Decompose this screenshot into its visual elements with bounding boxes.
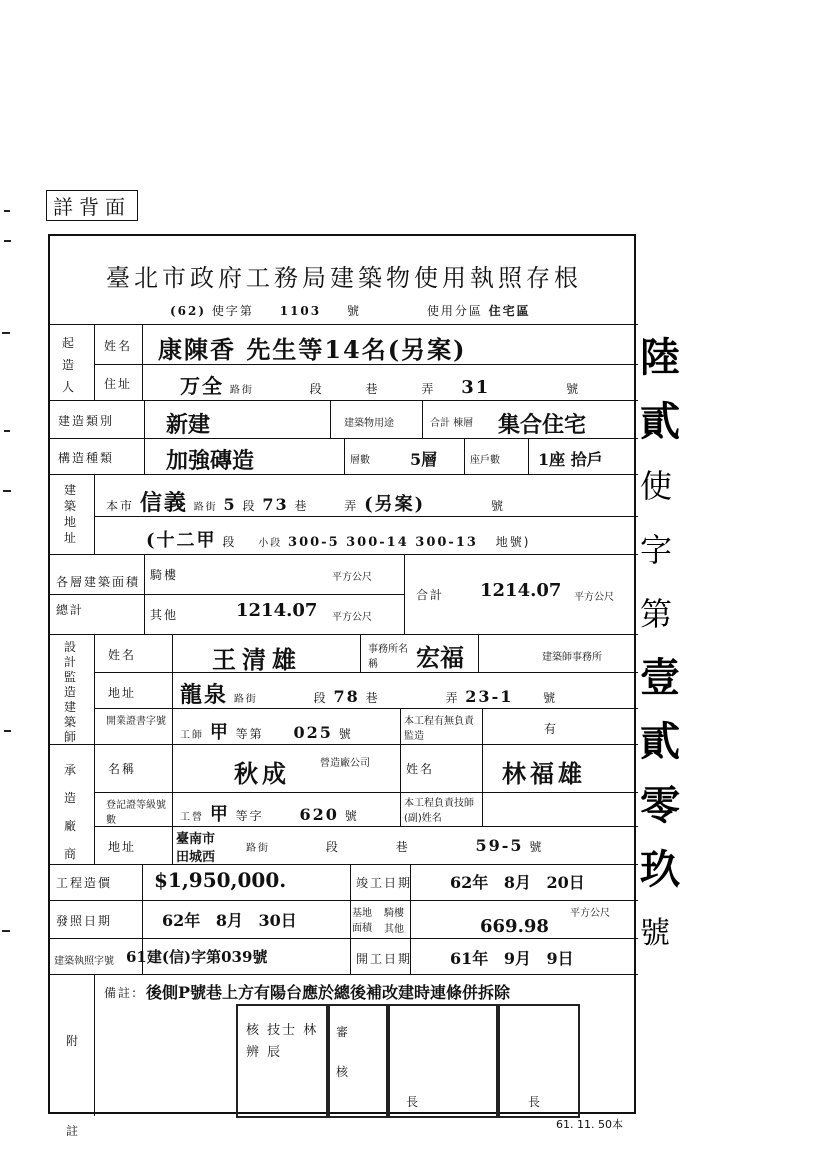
applicant-alley: 31 [461,377,491,398]
area-section-label: 各層建築面積總計 [56,575,141,617]
site-no-label: 號 [490,499,505,513]
site-lot-sec-label: 段 [222,535,237,549]
start-label: 開工日期 [356,952,413,966]
contractor-grade-label: 等字 [235,809,264,823]
permit-number: 1103 [279,304,322,318]
site-sec-label: 段 [242,499,257,513]
contractor-grade-prefix: 工營 [180,812,204,823]
contractor-addr-city: 臺南市 [176,832,216,847]
site-lot-small-label: 小段 [258,538,283,549]
units-label: 座戶數 [470,455,500,466]
use-label: 建築物用途 [344,418,394,429]
base-label: 基地面積 [352,908,372,934]
site-city: 本市 [106,499,135,513]
contractor-section-label: 承造廠商 [64,763,79,861]
architect-grade-prefix: 工師 [180,730,204,741]
applicant-alley-label: 弄 [421,382,436,396]
office-name: 宏福 [416,643,464,672]
side-char: 使 [640,467,673,505]
permit-type-label: 使字第 [211,304,254,318]
form-footer: 61. 11. 50本 [556,1118,623,1131]
applicant-road-street: 路街 [229,385,254,396]
issue-value: 62年 8月 30日 [162,911,297,930]
total-label: 合計 [416,588,445,602]
office-suffix: 建築師事務所 [542,652,602,663]
base-area: 669.98 [480,916,549,937]
site-sec: 5 [223,495,237,514]
architect-license-no: 025 [293,723,333,742]
area-total-unit: 平方公尺 [574,592,614,603]
contractor-road-label: 路街 [246,843,270,854]
units-value: 1座 拾戶 [538,450,603,469]
base-unit: 平方公尺 [570,908,610,919]
applicant-section-label: 起造人 [62,336,77,394]
stamp-4-text: 長 [528,1095,543,1109]
other-label: 其他 [150,608,179,622]
architect-lane-label: 巷 [365,691,380,705]
issue-label: 發照日期 [56,914,113,928]
use-value: 集合住宅 [498,412,587,438]
site-lot-no-label: 地號) [495,535,531,549]
cost-value: $1,950,000. [154,868,287,892]
site-lot-prefix: (十二甲 [146,530,217,551]
site-section-label: 建築地址 [64,483,79,545]
contractor-addr-label: 地址 [108,840,137,854]
tech-label: 本工程負責技師(副)姓名 [404,798,474,824]
structure-value: 加強磚造 [166,448,255,474]
architect-name-label: 姓名 [108,648,137,662]
applicant-addr-road: 万全 [180,374,224,398]
side-stamp-text [640,326,680,966]
supervise-label: 本工程有無負責監造 [404,716,474,742]
applicant-address [180,370,630,399]
left-edge-marks [0,210,14,1010]
approval-stamp-3 [386,1004,500,1118]
contractor-address [246,836,632,855]
form-title: 臺北市政府工務局建築物使用執照存根 [106,264,582,292]
build-permit-value: 61建(信)字第039號 [126,948,268,966]
area-total: 1214.07 [480,580,562,601]
use-floor: 合計 棟層 [430,418,474,429]
contractor-reg-no: 620 [299,805,339,824]
contractor-grade: 甲 [209,804,230,825]
side-char: 貳 [640,398,680,445]
site-alley-label: 弄 [344,499,359,513]
done-value: 62年 8月 20日 [450,873,585,892]
applicant-name-label: 姓名 [104,339,133,353]
architect-grade: 甲 [209,722,230,743]
arcade-label: 騎樓 [150,568,179,582]
site-road-label: 路街 [193,502,218,513]
supervise-value: 有 [544,722,559,736]
approval-stamp-4 [496,1004,580,1118]
structure-label: 構造種類 [58,451,115,465]
contractor-sec-label: 段 [325,840,340,854]
category-value: 新建 [166,412,211,438]
contractor-lane-label: 巷 [395,840,410,854]
contractor-addr-road: 田城西 [176,850,216,865]
base-arcade-label: 騎樓 [384,908,404,919]
done-label: 竣工日期 [356,876,413,890]
contractor-name-suffix: 營造廠公司 [320,758,370,769]
applicant-lane-label: 巷 [365,382,380,396]
architect-alley: 23-1 [465,687,514,706]
contractor-registration [180,800,400,826]
architect-road-label: 路街 [233,694,258,705]
site-lane: 73 [262,495,289,514]
architect-license-no-label: 號 [338,727,353,741]
architect-sec-label: 段 [313,691,328,705]
applicant-address-label: 住址 [104,377,133,391]
side-char: 第 [640,595,673,633]
contractor-name: 秋成 [234,759,290,788]
cost-label: 工程造價 [56,876,113,890]
site-line-1 [106,486,636,517]
area-other-unit: 平方公尺 [332,612,372,623]
contractor-no-label: 號 [529,840,544,854]
contractor-person: 林福雄 [502,759,586,788]
architect-license [180,718,400,744]
contractor-name-label: 名稱 [108,762,137,776]
notes-text: 後側P號巷上方有陽台應於總後補改建時連條併拆除 [146,983,511,1002]
category-label: 建造類別 [58,414,115,428]
architect-section-label: 設計監造建築師 [64,640,79,744]
side-char: 壹 [640,654,680,701]
reg-label: 登記證等級號數 [106,800,166,826]
zone-value: 住宅區 [488,304,531,318]
architect-lane: 78 [333,687,360,706]
stamp-1-text: 核 技士 林 辨 辰 [246,1023,319,1060]
applicant-no-label: 號 [566,382,581,396]
applicant-name: 康陳香 先生等14名(另案) [158,335,467,364]
contractor-person-label: 姓名 [406,762,435,776]
side-char: 陸 [640,334,680,381]
approval-stamp-1 [236,1004,330,1118]
side-char: 貳 [640,718,680,765]
stamp-3-text: 長 [406,1095,421,1109]
notes-label: 備註: [104,986,139,1000]
architect-grade-label: 等第 [235,727,264,741]
zone-label: 使用分區 [426,304,483,318]
stamp-2-text: 審 核 [336,1025,351,1079]
start-value: 61年 9月 9日 [450,949,574,968]
site-line-2 [146,526,636,552]
site-lots: 300-5 300-14 300-13 [288,535,478,550]
contractor-addr-no: 59-5 [475,836,524,855]
area-other: 1214.07 [236,600,318,621]
architect-alley-label: 弄 [445,691,460,705]
floors-label: 層數 [350,455,370,466]
architect-address [180,678,632,709]
floors-value: 5層 [410,450,438,469]
applicant-sec-label: 段 [309,382,324,396]
side-char: 零 [640,782,680,829]
architect-no-label: 號 [543,691,558,705]
area-arcade-unit: 平方公尺 [332,572,372,583]
build-permit-label: 建築執照字號 [54,956,114,967]
side-char: 字 [640,531,673,569]
notes-section-label: 附註 [66,1034,81,1138]
site-lane-label: 巷 [294,499,309,513]
contractor-reg-no-label: 號 [344,809,359,823]
header-tag: 詳背面 [46,190,138,221]
side-char: 玖 [640,846,680,893]
side-char: 號 [640,916,670,951]
architect-addr-label: 地址 [108,686,137,700]
site-alley-note: (另案) [364,494,426,515]
permit-number-row [170,302,630,319]
office-label: 事務所名稱 [368,644,408,670]
base-other-label: 其他 [384,924,404,935]
permit-suffix: 號 [346,304,361,318]
approval-stamp-2 [326,1004,390,1118]
architect-name: 王清雄 [212,645,302,674]
site-road: 信義 [139,490,188,516]
license-label: 開業證書字號 [106,716,166,727]
architect-addr-road: 龍泉 [180,682,229,708]
permit-year: (62) [170,304,207,318]
